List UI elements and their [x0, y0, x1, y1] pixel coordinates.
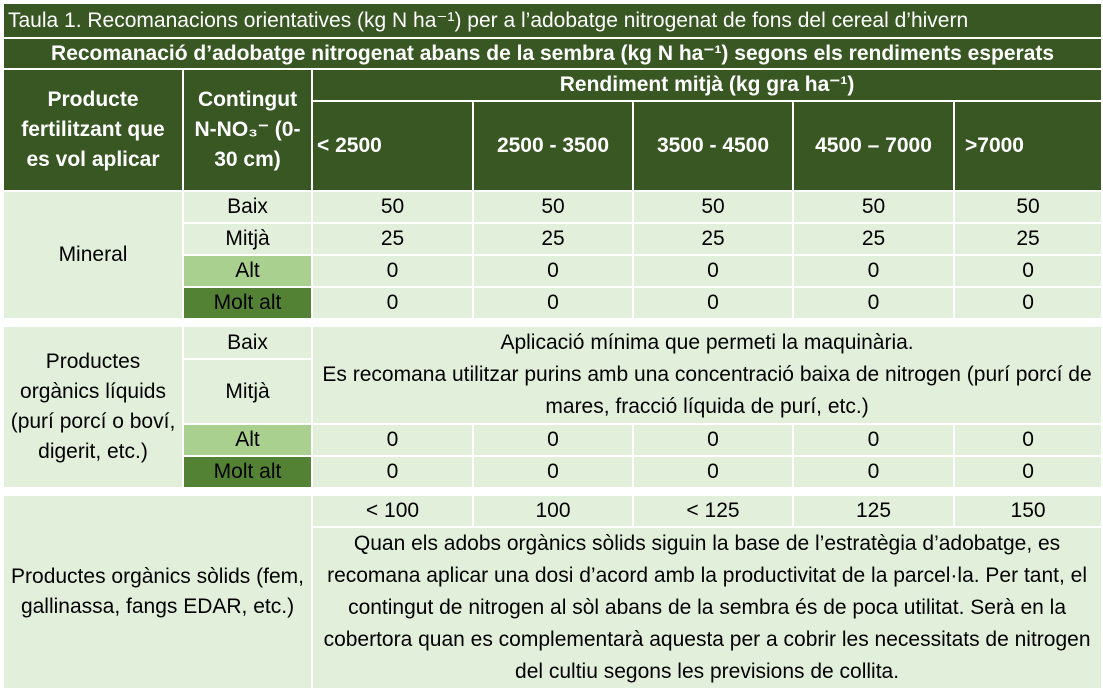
table-title: Taula 1. Recomanacions orientatives (kg N ha⁻¹) per a l’adobatge nitrogenat de fons del cereal d’hivern	[3, 3, 1102, 38]
mineral-label: Mineral	[3, 191, 183, 319]
table-cell: 0	[633, 255, 793, 287]
table-cell: 50	[473, 191, 633, 223]
level-label: Baix	[183, 326, 312, 359]
header-yield-5: >7000	[954, 101, 1102, 191]
solids-label: Productes orgànics sòlids (fem, gallinassa, fangs EDAR, etc.)	[3, 495, 312, 689]
table-cell: 0	[633, 424, 793, 456]
table-cell: 25	[954, 223, 1102, 255]
table-cell: 100	[473, 495, 633, 527]
table-cell: 25	[793, 223, 954, 255]
table-cell: 50	[793, 191, 954, 223]
header-yield-1: < 2500	[312, 101, 473, 191]
level-label: Molt alt	[183, 287, 312, 319]
header-yield-2: 2500 - 3500	[473, 101, 633, 191]
table-cell: 25	[473, 223, 633, 255]
liquids-label: Productes orgànics líquids (purí porcí o boví, digerit, etc.)	[3, 326, 183, 488]
liquids-note-line1: Aplicació mínima que permeti la maquinària.	[500, 331, 914, 354]
fertilizer-recommendation-table	[2, 2, 1103, 690]
level-label: Molt alt	[183, 456, 312, 488]
table-cell: 0	[473, 255, 633, 287]
table-cell: 25	[312, 223, 473, 255]
table-cell: 0	[312, 456, 473, 488]
table-cell: 0	[473, 456, 633, 488]
solids-note: Quan els adobs orgànics sòlids siguin la base de l’estratègia d’adobatge, es recomana aplicar una dosi d’acord amb la productivitat de la parcel·la. Per tant, el contingut de nitrogen al sòl abans de la sembra és de poca utilitat. Serà en la cobertora quan es complementarà aquesta per a cobrir les necessitats de nitrogen del cultiu segons les previsions de collita.	[312, 527, 1102, 689]
level-label: Alt	[183, 424, 312, 456]
table-cell: 50	[312, 191, 473, 223]
table-cell: 0	[793, 287, 954, 319]
header-contingut: Contingut N-NO₃⁻ (0-30 cm)	[183, 69, 312, 191]
level-label: Baix	[183, 191, 312, 223]
header-yield-4: 4500 – 7000	[793, 101, 954, 191]
table-cell: 0	[312, 424, 473, 456]
header-product: Producte fertilitzant que es vol aplicar	[3, 69, 183, 191]
header-yield-3: 3500 - 4500	[633, 101, 793, 191]
header-rendiment: Rendiment mitjà (kg gra ha⁻¹)	[312, 69, 1102, 101]
table-subtitle: Recomanació d’adobatge nitrogenat abans de la sembra (kg N ha⁻¹) segons els rendiments esperats	[3, 38, 1102, 69]
table-cell: 50	[954, 191, 1102, 223]
table-cell: 50	[633, 191, 793, 223]
level-label: Mitjà	[183, 359, 312, 424]
table-cell: < 100	[312, 495, 473, 527]
liquids-note	[312, 326, 1102, 424]
table-cell: 150	[954, 495, 1102, 527]
table-cell: 0	[954, 424, 1102, 456]
table-cell: 0	[312, 255, 473, 287]
liquids-note-line2: Es recomana utilitzar purins amb una concentració baixa de nitrogen (purí porcí de mares, fracció líquida de purí, etc.)	[322, 363, 1092, 418]
table-cell: 0	[633, 456, 793, 488]
table-cell: 0	[793, 255, 954, 287]
table-cell: 0	[473, 287, 633, 319]
table-cell: 0	[312, 287, 473, 319]
table-cell: < 125	[633, 495, 793, 527]
table-cell: 0	[954, 287, 1102, 319]
table-cell: 25	[633, 223, 793, 255]
table-cell: 0	[633, 287, 793, 319]
table-cell: 125	[793, 495, 954, 527]
table-cell: 0	[793, 424, 954, 456]
table-cell: 0	[954, 255, 1102, 287]
table-cell: 0	[793, 456, 954, 488]
table-cell: 0	[473, 424, 633, 456]
level-label: Alt	[183, 255, 312, 287]
table-cell: 0	[954, 456, 1102, 488]
level-label: Mitjà	[183, 223, 312, 255]
